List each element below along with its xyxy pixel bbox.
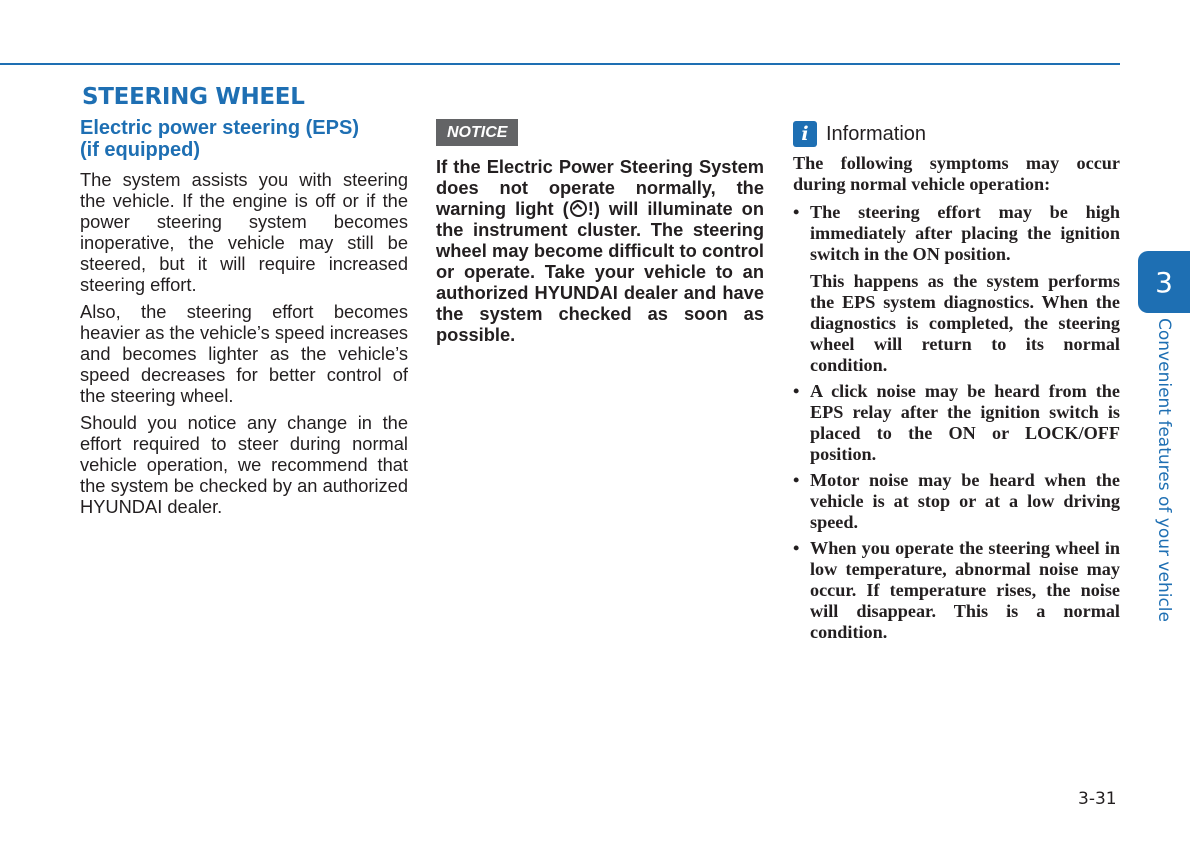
eps-heading-line2: (if equipped)	[80, 139, 200, 161]
chapter-tab: 3	[1138, 251, 1190, 313]
notice-text-before: If the Electric Power Steering System does not operate normally, the warning light (	[436, 156, 764, 219]
bullet: •	[793, 470, 800, 490]
list-item-text: Motor noise may be heard when the vehicle is at stop or at a low driving speed.	[810, 470, 1120, 532]
information-intro: The following symptoms may occur during normal vehicle operation:	[793, 153, 1120, 194]
list-item	[793, 538, 1120, 643]
list-item-text: When you operate the steering wheel in low temperature, abnormal noise may occur. If temperature rises, the noise will disappear. This is a normal condition.	[810, 538, 1120, 642]
notice-label: NOTICE	[436, 119, 518, 146]
information-title: Information	[826, 123, 927, 145]
eps-paragraph-1: The system assists you with steering the vehicle. If the engine is off or if the power steering system becomes inoperative, the vehicle may still be steered, but it will require increased steering effort.	[80, 169, 408, 295]
bullet: •	[793, 381, 800, 401]
list-item-text: The steering effort may be high immediately after placing the ignition switch in the ON position.	[810, 202, 1120, 264]
top-rule	[0, 63, 1120, 65]
section-title: STEERING WHEEL	[82, 84, 305, 110]
notice-text: If the Electric Power Steering System does not operate normally, the warning light ( !) will illuminate on the instrument cluster. The steering wheel may become difficult to control or operate. Take your vehicle to an authorized HYUNDAI dealer and have the system checked as soon as possible.	[436, 156, 764, 345]
information-list	[793, 202, 1120, 643]
page-number: 3-31	[1078, 789, 1117, 809]
eps-paragraph-3: Should you notice any change in the effort required to steer during normal vehicle operation, we recommend that the system be checked by an authorized HYUNDAI dealer.	[80, 412, 408, 517]
eps-paragraph-2: Also, the steering effort becomes heavier as the vehicle’s speed increases and becomes lighter as the vehicle’s speed decreases for better control of the steering wheel.	[80, 301, 408, 406]
eps-column	[80, 117, 408, 523]
chapter-side-title: Convenient features of your vehicle	[1154, 318, 1174, 622]
list-item	[793, 381, 1120, 465]
information-header	[793, 121, 1120, 147]
list-item	[793, 202, 1120, 376]
bullet: •	[793, 202, 800, 222]
eps-heading	[80, 117, 408, 161]
information-icon: i	[793, 121, 817, 147]
bullet: •	[793, 538, 800, 558]
list-item-text: A click noise may be heard from the EPS relay after the ignition switch is placed to the ON or LOCK/OFF position.	[810, 381, 1120, 464]
notice-column	[436, 119, 764, 345]
notice-text-after: ) will illuminate on the instrument cluster. The steering wheel may become difficult to control or operate. Take your vehicle to an authorized HYUNDAI dealer and have the system checked as soon as possible.	[436, 198, 764, 345]
eps-heading-line1: Electric power steering (EPS)	[80, 117, 359, 139]
information-column	[793, 121, 1120, 648]
list-item-extra: This happens as the system performs the EPS system diagnostics. When the diagnostics is completed, the steering wheel will return to its normal condition.	[810, 271, 1120, 375]
list-item	[793, 470, 1120, 533]
eps-warning-icon	[570, 200, 587, 217]
